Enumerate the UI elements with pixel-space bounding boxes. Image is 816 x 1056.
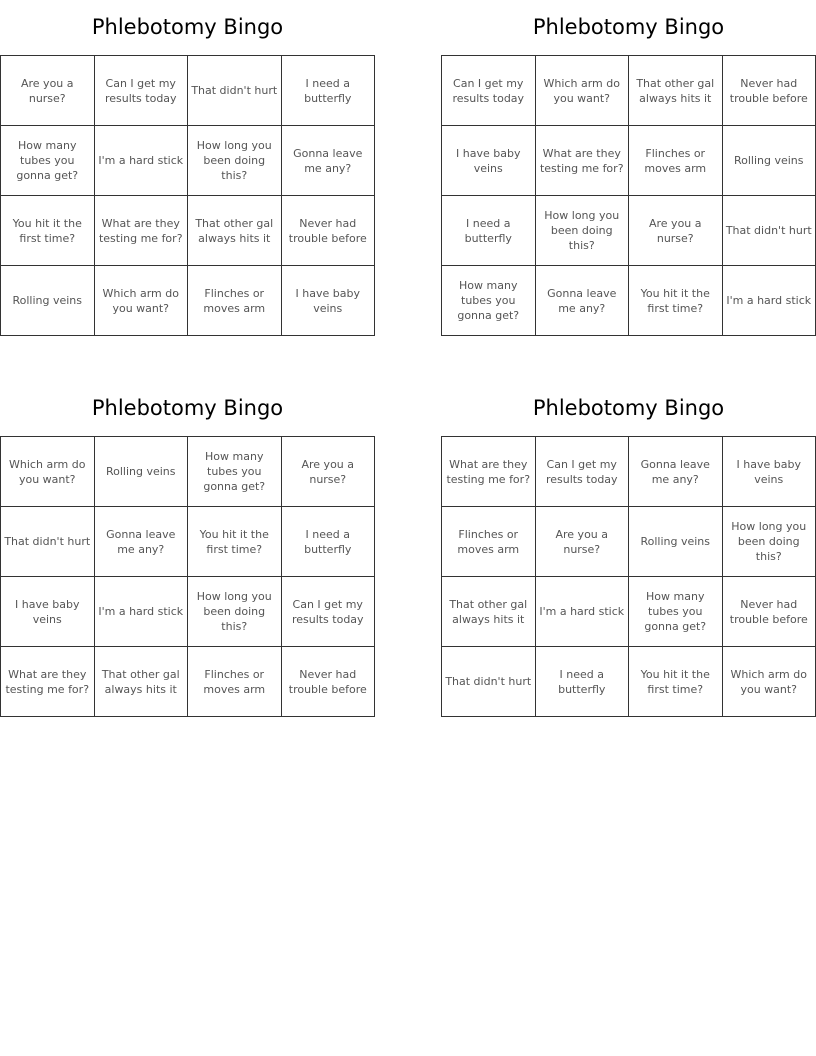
- bingo-cell: Never had trouble before: [282, 196, 376, 266]
- bingo-cell: Are you a nurse?: [1, 56, 95, 126]
- bingo-cell: You hit it the first time?: [629, 647, 723, 717]
- bingo-card-4: [441, 381, 816, 717]
- bingo-cell: Flinches or moves arm: [188, 647, 282, 717]
- bingo-card-3: [0, 381, 375, 717]
- bingo-cell: I have baby veins: [282, 266, 376, 336]
- bingo-cell: Can I get my results today: [282, 577, 376, 647]
- bingo-cell: How many tubes you gonna get?: [1, 126, 95, 196]
- bingo-cell: I'm a hard stick: [536, 577, 630, 647]
- bingo-cell: I need a butterfly: [536, 647, 630, 717]
- bingo-cell: That didn't hurt: [723, 196, 816, 266]
- bingo-cell: I have baby veins: [1, 577, 95, 647]
- bingo-cell: You hit it the first time?: [1, 196, 95, 266]
- bingo-cell: Which arm do you want?: [1, 437, 95, 507]
- bingo-cell: Rolling veins: [723, 126, 816, 196]
- bingo-cell: I'm a hard stick: [95, 577, 189, 647]
- bingo-cell: Rolling veins: [1, 266, 95, 336]
- bingo-cell: What are they testing me for?: [1, 647, 95, 717]
- bingo-cell: That other gal always hits it: [629, 56, 723, 126]
- bingo-cell: Gonna leave me any?: [629, 437, 723, 507]
- bingo-cell: That didn't hurt: [1, 507, 95, 577]
- bingo-cell: That other gal always hits it: [188, 196, 282, 266]
- bingo-cell: That other gal always hits it: [442, 577, 536, 647]
- bingo-cell: I have baby veins: [442, 126, 536, 196]
- bingo-cell: Gonna leave me any?: [282, 126, 376, 196]
- bingo-cell: What are they testing me for?: [536, 126, 630, 196]
- bingo-cell: What are they testing me for?: [95, 196, 189, 266]
- bingo-card-title: Phlebotomy Bingo: [532, 396, 725, 420]
- bingo-cell: I need a butterfly: [442, 196, 536, 266]
- bingo-cell: I have baby veins: [723, 437, 816, 507]
- bingo-cell: I'm a hard stick: [723, 266, 816, 336]
- bingo-cell: That didn't hurt: [188, 56, 282, 126]
- bingo-grid: [0, 436, 375, 717]
- bingo-cell: How long you been doing this?: [188, 126, 282, 196]
- bingo-cell: Flinches or moves arm: [629, 126, 723, 196]
- bingo-cell: You hit it the first time?: [629, 266, 723, 336]
- bingo-grid: [441, 436, 816, 717]
- bingo-cell: Can I get my results today: [536, 437, 630, 507]
- bingo-cell: Which arm do you want?: [536, 56, 630, 126]
- bingo-cell: Can I get my results today: [442, 56, 536, 126]
- bingo-cell: How many tubes you gonna get?: [188, 437, 282, 507]
- bingo-grid: [0, 55, 375, 336]
- bingo-cell: Flinches or moves arm: [442, 507, 536, 577]
- bingo-cell: Are you a nurse?: [536, 507, 630, 577]
- bingo-cell: How many tubes you gonna get?: [629, 577, 723, 647]
- bingo-cell: How long you been doing this?: [536, 196, 630, 266]
- bingo-cell: Can I get my results today: [95, 56, 189, 126]
- bingo-cell: How long you been doing this?: [188, 577, 282, 647]
- bingo-cell: Never had trouble before: [723, 577, 816, 647]
- bingo-cell: How long you been doing this?: [723, 507, 816, 577]
- bingo-cell: Gonna leave me any?: [95, 507, 189, 577]
- bingo-cell: Are you a nurse?: [282, 437, 376, 507]
- bingo-card-2: [441, 0, 816, 336]
- bingo-cell: Gonna leave me any?: [536, 266, 630, 336]
- bingo-cell: What are they testing me for?: [442, 437, 536, 507]
- bingo-cell: I'm a hard stick: [95, 126, 189, 196]
- bingo-grid: [441, 55, 816, 336]
- bingo-cell: That other gal always hits it: [95, 647, 189, 717]
- bingo-cell: Never had trouble before: [723, 56, 816, 126]
- bingo-cell: How many tubes you gonna get?: [442, 266, 536, 336]
- bingo-cell: Are you a nurse?: [629, 196, 723, 266]
- bingo-card-title: Phlebotomy Bingo: [91, 396, 284, 420]
- bingo-cell: Rolling veins: [95, 437, 189, 507]
- bingo-cell: Flinches or moves arm: [188, 266, 282, 336]
- bingo-cell: Never had trouble before: [282, 647, 376, 717]
- bingo-cell: Which arm do you want?: [723, 647, 816, 717]
- bingo-card-1: [0, 0, 375, 336]
- bingo-card-title: Phlebotomy Bingo: [532, 15, 725, 39]
- bingo-cell: Which arm do you want?: [95, 266, 189, 336]
- bingo-card-title: Phlebotomy Bingo: [91, 15, 284, 39]
- bingo-cell: Rolling veins: [629, 507, 723, 577]
- bingo-cell: I need a butterfly: [282, 507, 376, 577]
- bingo-cell: You hit it the first time?: [188, 507, 282, 577]
- bingo-cell: I need a butterfly: [282, 56, 376, 126]
- bingo-cell: That didn't hurt: [442, 647, 536, 717]
